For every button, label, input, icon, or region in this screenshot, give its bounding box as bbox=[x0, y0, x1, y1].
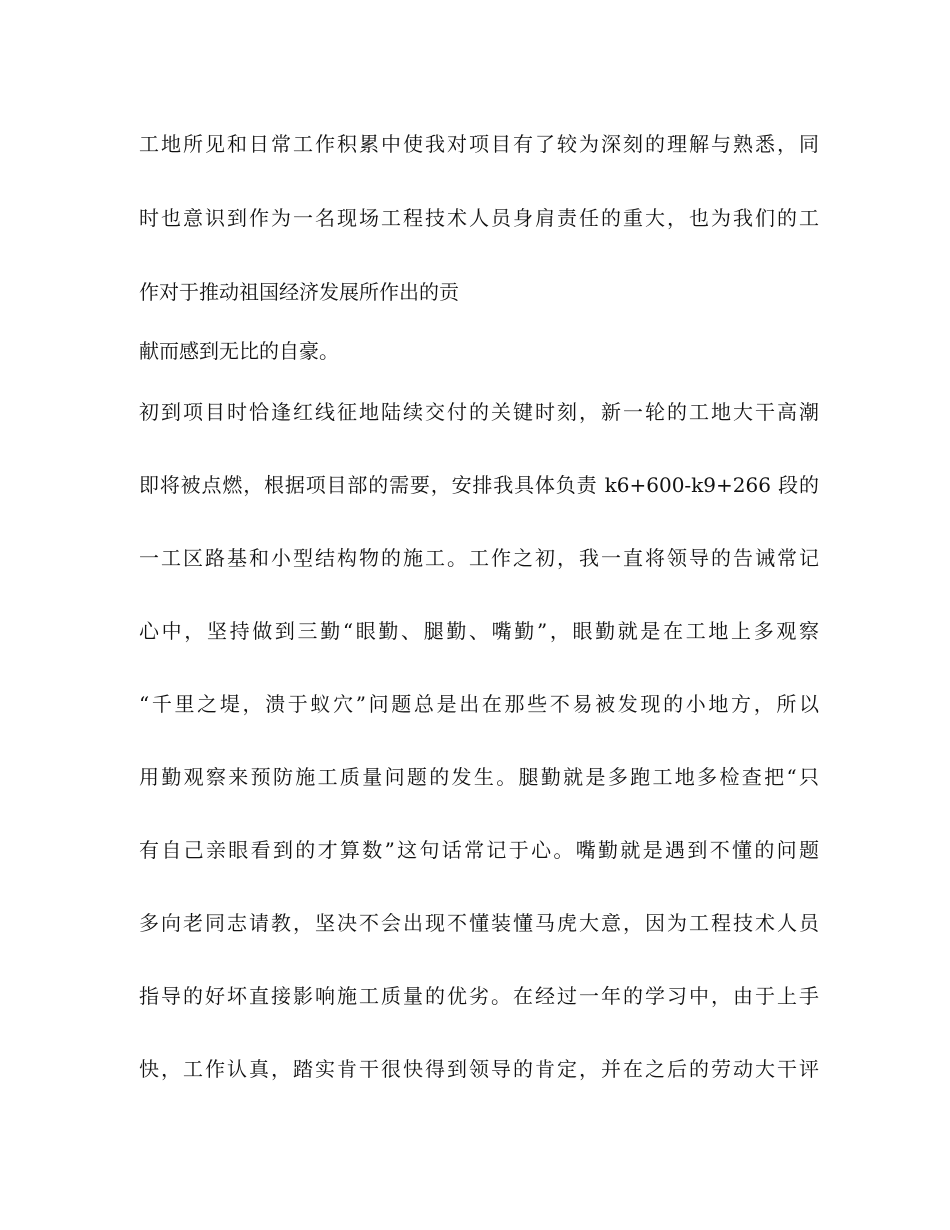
text-line: 有自己亲眼看到的才算数”这句话常记于心。嘴勤就是遇到不懂的问题 bbox=[139, 838, 819, 862]
text-line: 一工区路基和小型结构物的施工。工作之初，我一直将领导的告诫常记 bbox=[139, 546, 819, 570]
text-line: “千里之堤，溃于蚁穴”问题总是出在那些不易被发现的小地方，所以 bbox=[139, 692, 819, 716]
text-line: 即将被点燃，根据项目部的需要，安排我具体负责 k6+600-k9+266 段的 bbox=[139, 473, 819, 497]
text-line: 工地所见和日常工作积累中使我对项目有了较为深刻的理解与熟悉，同 bbox=[139, 132, 819, 156]
text-line: 献而感到无比的自豪。 bbox=[139, 339, 339, 363]
text-line: 作对于推动祖国经济发展所作出的贡 bbox=[139, 280, 459, 304]
text-line: 多向老同志请教，坚决不会出现不懂装懂马虎大意，因为工程技术人员 bbox=[139, 911, 819, 935]
text-line: 快，工作认真，踏实肯干很快得到领导的肯定，并在之后的劳动大干评 bbox=[139, 1057, 819, 1081]
text-line: 指导的好坏直接影响施工质量的优劣。在经过一年的学习中，由于上手 bbox=[139, 984, 819, 1008]
text-line: 用勤观察来预防施工质量问题的发生。腿勤就是多跑工地多检查把“只 bbox=[139, 765, 819, 789]
text-line: 心中，坚持做到三勤“眼勤、腿勤、嘴勤”，眼勤就是在工地上多观察 bbox=[139, 619, 819, 643]
text-line: 初到项目时恰逢红线征地陆续交付的关键时刻，新一轮的工地大干高潮 bbox=[139, 400, 819, 424]
text-line: 时也意识到作为一名现场工程技术人员身肩责任的重大，也为我们的工 bbox=[139, 206, 819, 230]
